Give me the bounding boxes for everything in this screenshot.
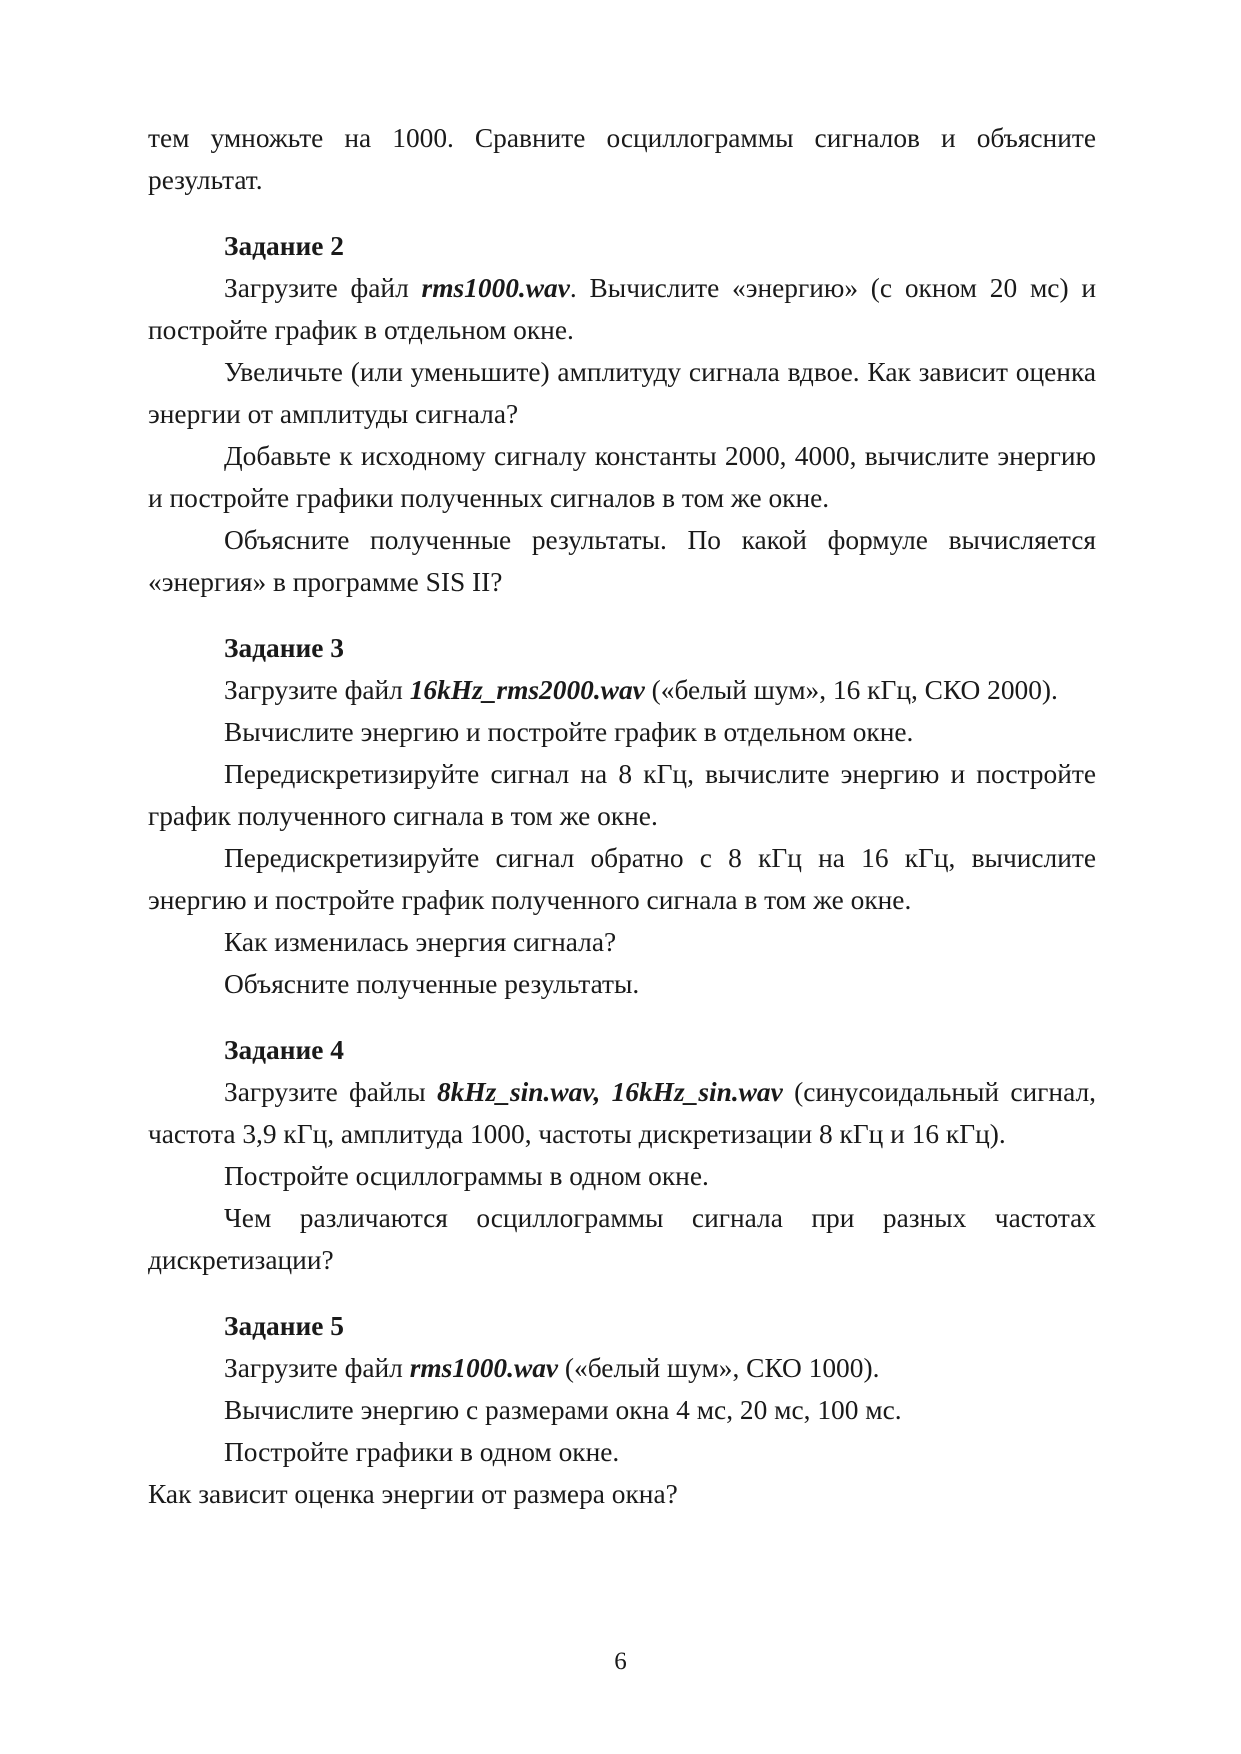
task-3-paragraph-2: Вычислите энергию и постройте график в отдельном окне. [224, 717, 914, 747]
task-5-paragraph-1 [148, 1347, 1096, 1389]
text-segment: («белый шум», 16 кГц, СКО 2000). [644, 675, 1058, 705]
task-4-paragraph-2: Постройте осциллограммы в одном окне. [224, 1161, 709, 1191]
file-name: rms1000.wav [421, 273, 570, 303]
file-name: 16kHz_rms2000.wav [409, 675, 645, 705]
task-3-paragraph-4: Передискретизируйте сигнал обратно с 8 кГц на 16 кГц, вычислите энергию и постройте график полученного сигнала в том же окне. [148, 843, 1096, 915]
text-segment: Загрузите файл [224, 273, 422, 303]
task-3-paragraph-5: Как изменилась энергия сигнала? [224, 927, 617, 957]
task-3-paragraph-6: Объясните полученные результаты. [224, 969, 640, 999]
text-segment: . Вычислите «энергию» (с окном 20 мс) и постройте график в отдельном окне. [148, 273, 1096, 345]
page-number: 6 [614, 1648, 627, 1675]
text-segment: (синусоидальный сигнал, частота 3,9 кГц, амплитуда 1000, частоты дискретизации 8 кГц и 16 кГц). [148, 1077, 1096, 1149]
task-2-heading: Задание 2 [224, 231, 344, 261]
intro-paragraph: тем умножьте на 1000. Сравните осциллограммы сигналов и объясните результат. [148, 123, 1096, 195]
task-5-paragraph-2: Вычислите энергию с размерами окна 4 мс, 20 мс, 100 мс. [224, 1395, 902, 1425]
text-segment: Загрузите файлы [224, 1077, 437, 1107]
file-name: 8kHz_sin.wav, 16kHz_sin.wav [436, 1077, 783, 1107]
page-content [148, 117, 1096, 1515]
task-4-heading: Задание 4 [224, 1035, 344, 1065]
file-name: rms1000.wav [409, 1353, 559, 1383]
task-2-paragraph-1 [148, 267, 1096, 351]
task-5-paragraph-4: Как зависит оценка энергии от размера окна? [148, 1479, 678, 1509]
text-segment: Загрузите файл [224, 1353, 410, 1383]
task-3-paragraph-1 [148, 669, 1096, 711]
task-2-paragraph-3: Добавьте к исходному сигналу константы 2000, 4000, вычислите энергию и постройте графики полученных сигналов в том же окне. [148, 441, 1096, 513]
task-4-paragraph-3: Чем различаются осциллограммы сигнала при разных частотах дискретизации? [148, 1203, 1096, 1275]
text-segment: («белый шум», СКО 1000). [558, 1353, 880, 1383]
task-3-paragraph-3: Передискретизируйте сигнал на 8 кГц, вычислите энергию и постройте график полученного сигнала в том же окне. [148, 759, 1096, 831]
task-3-heading: Задание 3 [224, 633, 344, 663]
task-2-paragraph-2: Увеличьте (или уменьшите) амплитуду сигнала вдвое. Как зависит оценка энергии от амплитуды сигнала? [148, 357, 1096, 429]
task-5-heading: Задание 5 [224, 1311, 344, 1341]
task-2-paragraph-4: Объясните полученные результаты. По какой формуле вычисляется «энергия» в программе SIS II? [148, 525, 1096, 597]
task-5-paragraph-3: Постройте графики в одном окне. [224, 1437, 620, 1467]
text-segment: Загрузите файл [224, 675, 410, 705]
task-4-paragraph-1 [148, 1071, 1096, 1155]
